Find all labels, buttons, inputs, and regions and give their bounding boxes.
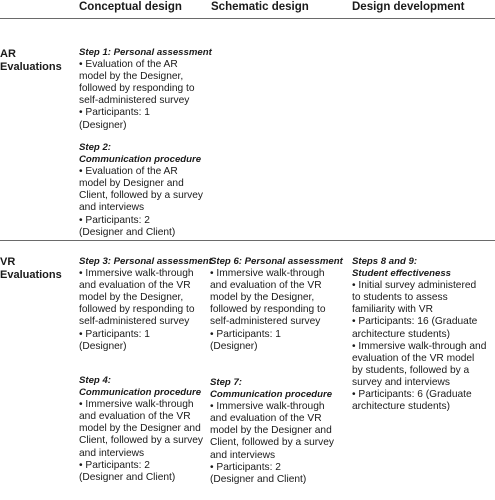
step-text-line: • Evaluation of the AR [79, 59, 178, 71]
step-text-line: followed by responding to [79, 304, 195, 316]
step-text-line: by students, followed by a [352, 364, 470, 376]
step-7-block [210, 377, 355, 486]
step-text-line: • Participants: 1 [79, 328, 150, 340]
step-text-line: • Immersive walk-through and [352, 340, 487, 352]
step-text-line: and evaluation of the VR [210, 413, 322, 425]
step-text-line: • Participants: 1 [210, 328, 281, 340]
step-text-line: • Initial survey administered [352, 280, 477, 292]
step-text-line: • Participants: 2 [210, 461, 281, 473]
step-text-line: and evaluation of the VR [79, 411, 191, 423]
step-text-line: • Immersive walk-through [79, 399, 194, 411]
step-text-line: • Immersive walk-through [210, 401, 325, 413]
step-text-line: survey and interviews [352, 376, 450, 388]
step-text-line: model by the Designer, [210, 292, 315, 304]
step-text-line: and interviews [79, 447, 145, 459]
header-divider [0, 18, 495, 19]
step-text-line: self-administered survey [210, 316, 321, 328]
step-text-line: and interviews [79, 202, 145, 214]
column-header-conceptual-design: Conceptual design [79, 1, 182, 13]
step-text-line: Client, followed by a survey [79, 190, 204, 202]
step-text-line: followed by responding to [79, 83, 195, 95]
step-title: Step 6: Personal assessment [210, 256, 343, 267]
step-text-line: familiarity with VR [352, 304, 433, 316]
step-title: Step 1: Personal assessment [79, 47, 212, 58]
step-text-line: followed by responding to [210, 304, 326, 316]
step-text-line: • Participants: 2 [79, 214, 150, 226]
step-text-line: model by Designer and [79, 178, 184, 190]
step-text-line: architecture students) [352, 328, 450, 340]
step-text-line: • Participants: 1 [79, 107, 150, 119]
step-text-line: (Designer) [79, 119, 127, 131]
step-text-line: • Immersive walk-through [79, 268, 194, 280]
step-title: Step 2: [79, 142, 111, 153]
step-8-9-block [352, 256, 495, 413]
step-text-line: and evaluation of the VR [79, 280, 191, 292]
step-text-line: • Participants: 6 (Graduate [352, 389, 472, 401]
row-label-vr: VR Evaluations [0, 256, 62, 281]
row-divider [0, 240, 495, 241]
step-text-line: architecture students) [352, 401, 450, 413]
row-label-ar: AR Evaluations [0, 48, 62, 73]
step-text-line: (Designer) [79, 340, 127, 352]
step-text-line: • Immersive walk-through [210, 268, 325, 280]
step-text-line: and interviews [210, 449, 276, 461]
step-text-line: • Participants: 2 [79, 459, 150, 471]
step-title: Step 4: [79, 375, 111, 386]
step-text-line: model by the Designer and [210, 425, 332, 437]
step-title: Steps 8 and 9: [352, 256, 418, 267]
step-text-line: (Designer and Client) [79, 471, 176, 483]
column-header-schematic-design: Schematic design [211, 1, 309, 13]
step-text-line: and evaluation of the VR [210, 280, 322, 292]
step-title: Communication procedure [210, 389, 333, 401]
step-text-line: model by the Designer, [79, 292, 184, 304]
step-6-block [210, 256, 355, 353]
step-text-line: Client, followed by a survey [210, 437, 335, 449]
step-2-block [79, 142, 224, 239]
step-text-line: (Designer and Client) [79, 226, 176, 238]
step-text-line: (Designer and Client) [210, 473, 307, 485]
step-text-line: self-administered survey [79, 316, 190, 328]
step-text-line: to students to assess [352, 292, 448, 304]
step-text-line: • Evaluation of the AR [79, 166, 178, 178]
step-text-line: • Participants: 16 (Graduate [352, 316, 478, 328]
step-3-block [79, 256, 224, 353]
step-title: Step 3: Personal assessment [79, 256, 212, 267]
step-text-line: (Designer) [210, 340, 258, 352]
step-4-block [79, 375, 224, 484]
step-text-line: evaluation of the VR model [352, 352, 475, 364]
step-title: Student effectiveness [352, 268, 451, 280]
step-title: Step 7: [210, 377, 242, 388]
step-text-line: self-administered survey [79, 95, 190, 107]
step-text-line: model by the Designer and [79, 423, 201, 435]
column-header-design-development: Design development [352, 1, 465, 13]
step-title: Communication procedure [79, 387, 202, 399]
step-1-block [79, 47, 224, 132]
step-text-line: Client, followed by a survey [79, 435, 204, 447]
step-title: Communication procedure [79, 154, 202, 166]
step-text-line: model by the Designer, [79, 71, 184, 83]
